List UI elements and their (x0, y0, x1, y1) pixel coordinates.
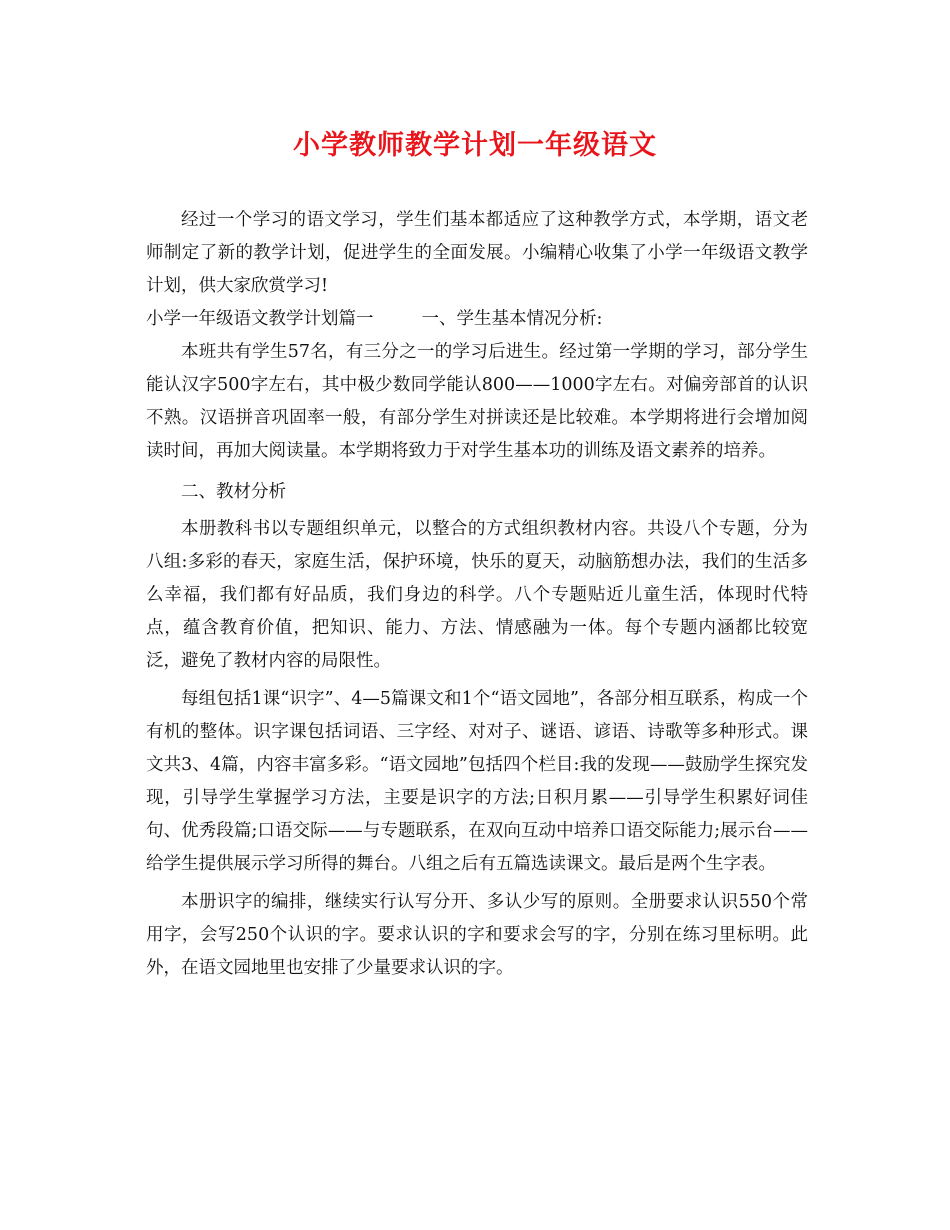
section-title: 小学一年级语文教学计划篇一 (146, 309, 374, 329)
literacy-arrangement-paragraph: 本册识字的编排，继续实行认写分开、多认少写的原则。全册要求认识550个常用字，会写250个认识的字。要求认识的字和要求会写的字，分别在练习里标明。此外，在语文园地里也安排了少量要求认识的字。 (146, 892, 808, 978)
intro-paragraph: 经过一个学习的语文学习，学生们基本都适应了这种教学方式，本学期，语文老师制定了新的教学计划，促进学生的全面发展。小编精心收集了小学一年级语文教学计划，供大家欣赏学习! (146, 210, 808, 296)
unit-structure-paragraph: 每组包括1课“识字”、4—5篇课文和1个“语文园地”，各部分相互联系，构成一个有机的整体。识字课包括词语、三字经、对对子、谜语、谚语、诗歌等多种形式。课文共3、4篇，内容丰富多彩。“语文园地”包括四个栏目:我的发现——鼓励学生探究发现，引导学生掌握学习方法，主要是识字的方法;日积月累——引导学生积累好词佳句、优秀段篇;口语交际——与专题联系，在双向互动中培养口语交际能力;展示台——给学生提供展示学习所得的舞台。八组之后有五篇选读课文。最后是两个生字表。 (146, 689, 808, 874)
section-subheading: 一、学生基本情况分析: (421, 309, 603, 329)
section-line (146, 303, 808, 336)
document-body (146, 204, 808, 985)
textbook-analysis-paragraph: 本册教科书以专题组织单元，以整合的方式组织教材内容。共设八个专题，分为八组:多彩的春天，家庭生活，保护环境，快乐的夏天，动脑筋想办法，我们的生活多么幸福，我们都有好品质，我们身边的科学。八个专题贴近儿童生活，体现时代特点，蕴含教育价值，把知识、能力、方法、情感融为一体。每个专题内涵都比较宽泛，避免了教材内容的局限性。 (146, 519, 808, 671)
student-analysis-paragraph: 本班共有学生57名，有三分之一的学习后进生。经过第一学期的学习，部分学生能认汉字500字左右，其中极少数同学能认800——1000字左右。对偏旁部首的认识不熟。汉语拼音巩固率一般，有部分学生对拼读还是比较难。本学期将进行会增加阅读时间，再加大阅读量。本学期将致力于对学生基本功的训练及语文素养的培养。 (146, 342, 808, 461)
textbook-analysis-heading: 二、教材分析 (181, 482, 286, 502)
document-title: 小学教师教学计划一年级语文 (293, 130, 657, 161)
